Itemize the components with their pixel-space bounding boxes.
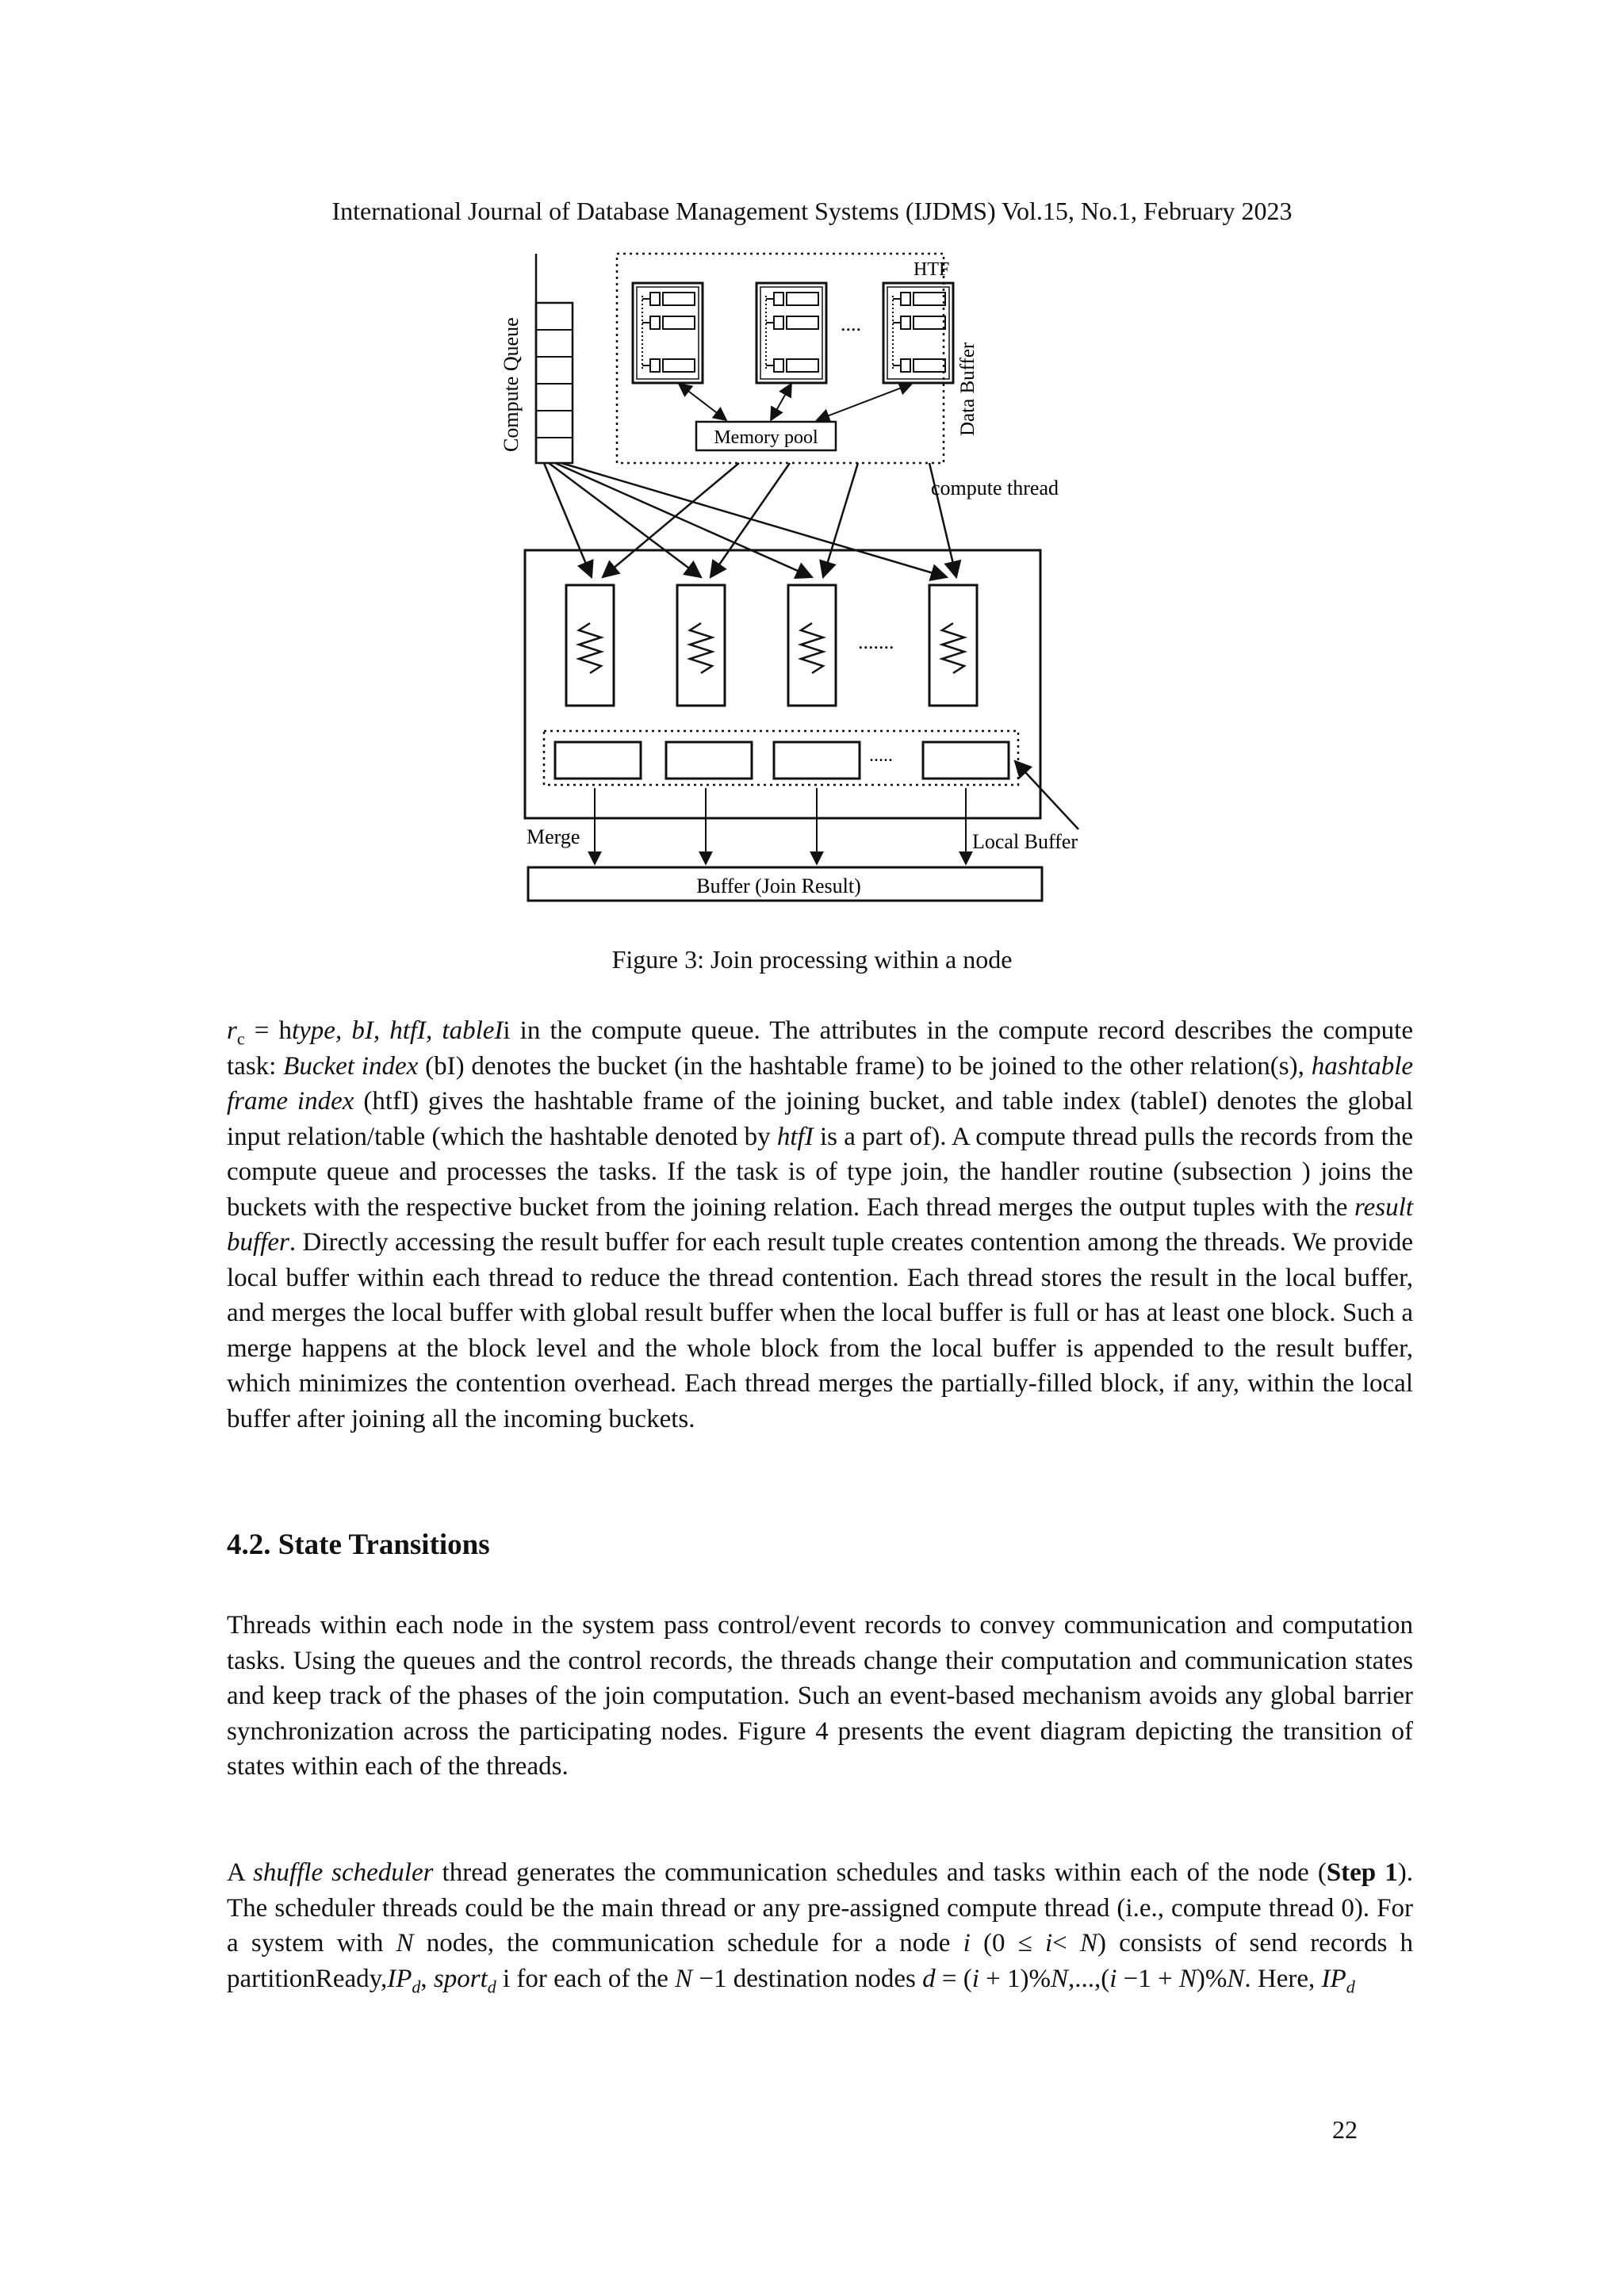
compute-thread-box [566, 585, 614, 706]
local-buffer-box [923, 742, 1009, 779]
threads-ellipsis: ....... [858, 630, 894, 653]
text-run: thread generates the communication schedules and tasks within each of the node ( [433, 1858, 1327, 1887]
text-run: ). The scheduler threads could be the main thread or any pre-assigned compute thread (i.e., compute thread 0). For a system with [227, 1858, 1413, 1957]
text-run: nodes, the communication schedule for a node [413, 1929, 963, 1957]
compute-thread-box [788, 585, 836, 706]
text-run: = h [244, 1016, 292, 1045]
math-d: d [922, 1964, 936, 1993]
dispatch-arrow [710, 463, 790, 577]
subscript-d: d [412, 1976, 421, 1997]
math-N: N [396, 1929, 414, 1957]
compute-queue-label: Compute Queue [500, 317, 523, 452]
italic-run: type, bI, htfI, tableI [291, 1016, 504, 1045]
math-N: N [1079, 1929, 1097, 1957]
buffers-ellipsis: ..... [869, 745, 893, 766]
local-buffer-region [544, 731, 1018, 785]
htf-label: HTF [914, 259, 950, 280]
compute-thread-box [929, 585, 977, 706]
italic-run: shuffle scheduler [253, 1858, 434, 1887]
compute-queue [536, 254, 573, 463]
body-paragraph-compute-record [227, 1013, 1413, 1437]
page-number: 22 [1332, 2115, 1358, 2144]
text-run: ) consists of send records h partitionReady, [227, 1929, 1413, 1993]
text-run: , [420, 1964, 434, 1993]
math-i: i [1044, 1929, 1053, 1957]
frame-to-pool-arrow [817, 384, 912, 420]
text-run: < [1052, 1929, 1080, 1957]
compute-thread-label: compute thread [931, 476, 1059, 499]
dispatch-arrow [561, 463, 947, 577]
section-heading: 4.2. State Transitions [227, 1529, 490, 1561]
text-run: −1 destination nodes [692, 1964, 923, 1993]
subscript-c: c [236, 1028, 245, 1049]
running-header: International Journal of Database Management Systems (IJDMS) Vol.15, No.1, February 2023 [331, 197, 1293, 225]
dispatch-arrow [549, 463, 701, 577]
text-run: + 1)% [979, 1964, 1051, 1993]
subscript-d: d [1346, 1976, 1355, 1997]
local-buffer-label: Local Buffer [972, 830, 1078, 853]
text-run: = ( [935, 1964, 972, 1993]
text-run: i in the compute queue. The attributes in the compute record describes the compute task: [227, 1016, 1413, 1081]
math-sport: sport [433, 1964, 488, 1993]
math-N: N [675, 1964, 693, 1993]
text-run: )% [1196, 1964, 1228, 1993]
text-run: (htfI) gives the hashtable frame of the joining bucket, and table index (tableI) denotes the global input relation/table (which the hashtable denoted by [227, 1087, 1414, 1151]
body-paragraph-state-transitions: Threads within each node in the system pass control/event records to convey communication and computation tasks. Using the queues and the control records, the threads change their computation and communication states and keep track of the phases of the join computation. Such an event-based mechanism avoids any global barrier synchronization across the participating nodes. Figure 4 presents the event diagram depicting the transition of states within each of the threads. [227, 1611, 1413, 1781]
math-IP: IP [387, 1964, 412, 1993]
italic-run: result buffer [227, 1192, 1413, 1257]
frame-to-pool-arrow [771, 384, 791, 420]
frame-to-pool-arrow [679, 384, 726, 420]
math-N: N [1050, 1964, 1068, 1993]
text-run: −1 + [1116, 1964, 1179, 1993]
text-run: . Directly accessing the result buffer for each result tuple creates contention among the threads. We provide local buffer within each thread to reduce the thread contention. Each thread stores the result in the local buffer, and merges the local buffer with global result buffer when the local buffer is full or has at least one block. Such a merge happens at the block level and the whole block from the local buffer is appended to the result buffer, which minimizes the contention overhead. Each thread merges the partially-filled block, if any, within the local buffer after joining all the incoming buckets. [227, 1228, 1413, 1433]
math-N: N [1178, 1964, 1197, 1993]
hashtable-frame [756, 283, 826, 383]
dispatch-arrow [823, 463, 858, 577]
text-run: i for each of the [496, 1964, 676, 1993]
frames-ellipsis: .... [841, 312, 861, 335]
result-buffer-label: Buffer (Join Result) [696, 874, 861, 897]
bold-run: Step 1 [1326, 1858, 1398, 1887]
math-r: r [227, 1016, 237, 1045]
text-run: (0 ≤ [970, 1929, 1045, 1957]
body-paragraph-shuffle-scheduler [227, 1855, 1413, 1996]
text-run: (bI) denotes the bucket (in the hashtable frame) to be joined to the other relation(s), [418, 1051, 1312, 1081]
local-buffer-box [555, 742, 641, 779]
text-run: A [227, 1858, 254, 1887]
dispatch-arrow [555, 463, 812, 577]
dispatch-arrow [603, 463, 739, 577]
text-run: is a part of). A compute thread pulls the records from the compute queue and processes the tasks. If the task is of type join, the handler routine (subsection ) joins the buckets with the respective bucket from the joining relation. Each thread merges the output tuples with the [227, 1122, 1413, 1222]
math-IP: IP [1321, 1964, 1346, 1993]
local-buffer-box [666, 742, 752, 779]
text-run: . Here, [1244, 1964, 1322, 1993]
math-i: i [963, 1929, 971, 1957]
figure-caption: Figure 3: Join processing within a node [611, 945, 1013, 974]
italic-run: Bucket index [283, 1051, 419, 1081]
hashtable-frame [633, 283, 703, 383]
data-buffer-label: Data Buffer [957, 342, 979, 436]
memory-pool-label: Memory pool [714, 427, 818, 448]
local-buffer-box [774, 742, 860, 779]
math-i: i [971, 1964, 979, 1993]
math-i: i [1109, 1964, 1117, 1993]
join-processing-figure [492, 247, 1110, 915]
text-run: ,...,( [1067, 1964, 1110, 1993]
subscript-d: d [487, 1976, 496, 1997]
merge-label: Merge [527, 825, 580, 848]
compute-thread-box [677, 585, 725, 706]
dispatch-arrow [544, 463, 592, 577]
italic-run: htfI [776, 1122, 814, 1151]
math-N: N [1227, 1964, 1245, 1993]
italic-run: hashtable frame index [227, 1051, 1414, 1115]
